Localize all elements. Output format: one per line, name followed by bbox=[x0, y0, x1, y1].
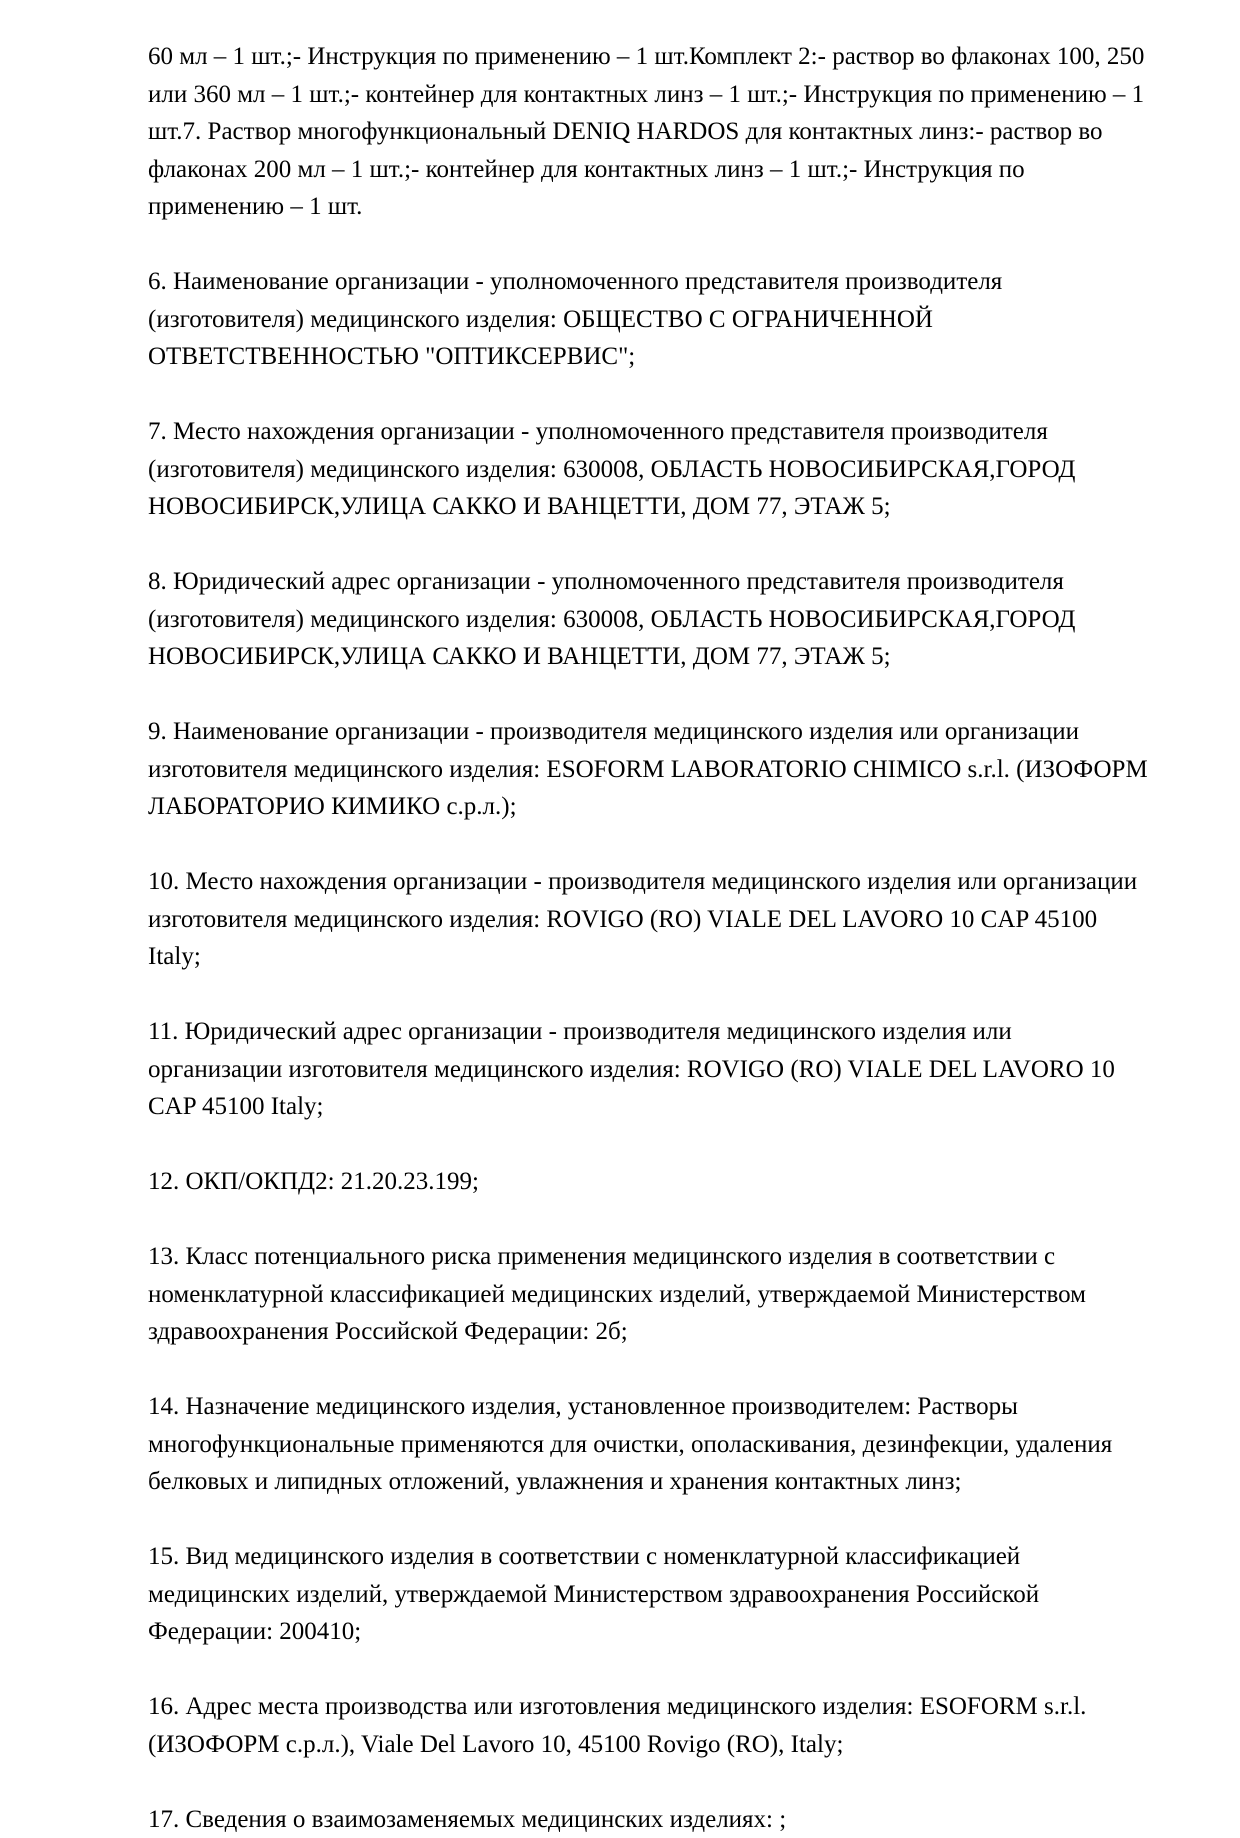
paragraph-10-manufacturer-location: 10. Место нахождения организации - производителя медицинского изделия или организации изготовителя медицинского изделия: ROVIGO (RO) VIALE DEL LAVORO 10 CAP 45100 Italy; bbox=[148, 863, 1152, 976]
paragraph-15-device-type-code: 15. Вид медицинского изделия в соответствии с номенклатурной классификацией медицинских изделий, утверждаемой Министерством здравоохранения Российской Федерации: 200410; bbox=[148, 1538, 1152, 1651]
paragraph-kit-composition: 60 мл – 1 шт.;- Инструкция по применению – 1 шт.Комплект 2:- раствор во флаконах 100, 250 или 360 мл – 1 шт.;- контейнер для контактных линз – 1 шт.;- Инструкция по применению – 1 шт.7. Раствор многофункциональный DENIQ HARDOS для контактных линз:- раствор во флаконах 200 мл – 1 шт.;- контейнер для контактных линз – 1 шт.;- Инструкция по применению – 1 шт. bbox=[148, 38, 1152, 226]
paragraph-17-interchangeable-devices: 17. Сведения о взаимозаменяемых медицинских изделиях: ; bbox=[148, 1801, 1152, 1838]
paragraph-12-okp-okpd2-code: 12. ОКП/ОКПД2: 21.20.23.199; bbox=[148, 1163, 1152, 1201]
paragraph-9-manufacturer-name: 9. Наименование организации - производителя медицинского изделия или организации изготовителя медицинского изделия: ESOFORM LABORATORIO CHIMICO s.r.l. (ИЗОФОРМ ЛАБОРАТОРИО КИМИКО с.р.л.); bbox=[148, 713, 1152, 826]
paragraph-7-authorized-rep-location: 7. Место нахождения организации - уполномоченного представителя производителя (изготовителя) медицинского изделия: 630008, ОБЛАСТЬ НОВОСИБИРСКАЯ,ГОРОД НОВОСИБИРСК,УЛИЦА САККО И ВАНЦЕТТИ, ДОМ 77, ЭТАЖ 5; bbox=[148, 413, 1152, 526]
paragraph-14-intended-purpose: 14. Назначение медицинского изделия, установленное производителем: Растворы многофункциональные применяются для очистки, ополаскивания, дезинфекции, удаления белковых и липидных отложений, увлажнения и хранения контактных линз; bbox=[148, 1388, 1152, 1501]
paragraph-11-manufacturer-legal-address: 11. Юридический адрес организации - производителя медицинского изделия или организации изготовителя медицинского изделия: ROVIGO (RO) VIALE DEL LAVORO 10 CAP 45100 Italy; bbox=[148, 1013, 1152, 1126]
paragraph-8-authorized-rep-legal-address: 8. Юридический адрес организации - уполномоченного представителя производителя (изготовителя) медицинского изделия: 630008, ОБЛАСТЬ НОВОСИБИРСКАЯ,ГОРОД НОВОСИБИРСК,УЛИЦА САККО И ВАНЦЕТТИ, ДОМ 77, ЭТАЖ 5; bbox=[148, 563, 1152, 676]
paragraph-6-authorized-rep-name: 6. Наименование организации - уполномоченного представителя производителя (изготовителя) медицинского изделия: ОБЩЕСТВО С ОГРАНИЧЕННОЙ ОТВЕТСТВЕННОСТЬЮ "ОПТИКСЕРВИС"; bbox=[148, 263, 1152, 376]
paragraph-16-production-address: 16. Адрес места производства или изготовления медицинского изделия: ESOFORM s.r.l. (ИЗОФОРМ с.р.л.), Viale Del Lavoro 10, 45100 Rovigo (RO), Italy; bbox=[148, 1688, 1152, 1763]
paragraph-13-risk-class: 13. Класс потенциального риска применения медицинского изделия в соответствии с номенклатурной классификацией медицинских изделий, утверждаемой Министерством здравоохранения Российской Федерации: 2б; bbox=[148, 1238, 1152, 1351]
